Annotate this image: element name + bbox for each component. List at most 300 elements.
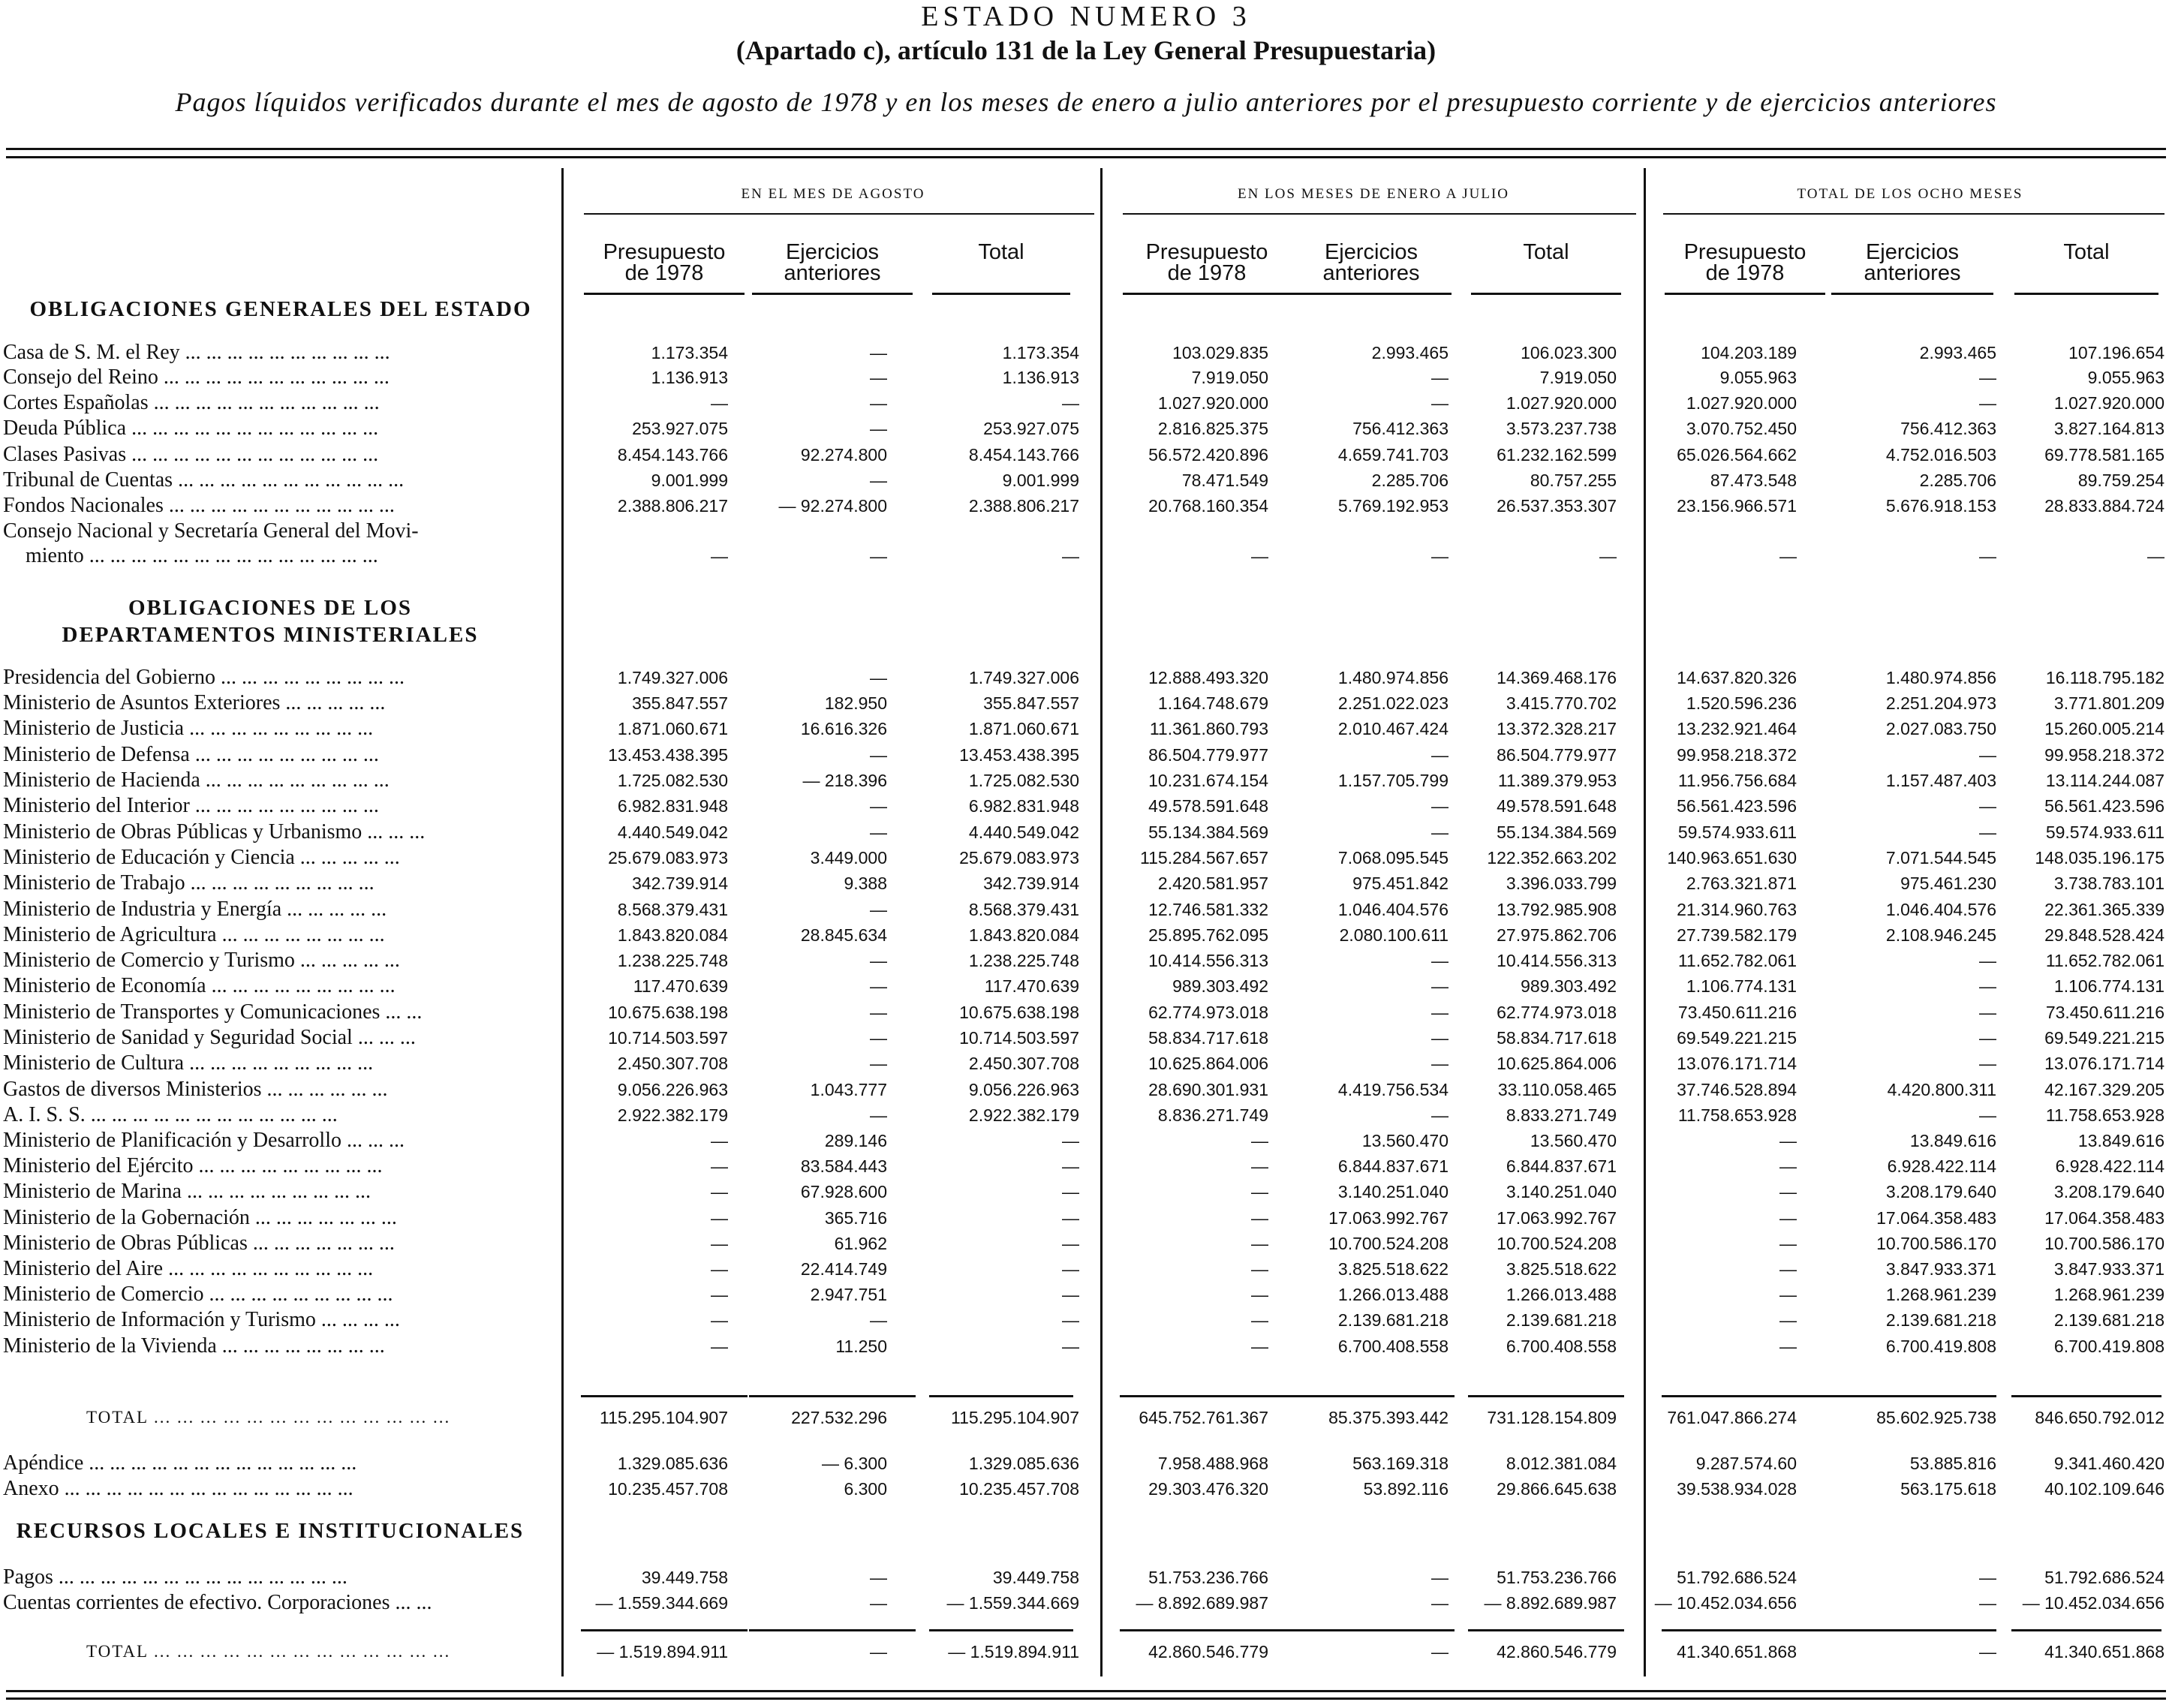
row-label: Pagos ... ... ... ... ... ... ... ... ... ... ... ... ... ... <box>3 1565 347 1589</box>
row-value: 85.602.925.738 <box>1876 1408 1996 1427</box>
table-row <box>0 1406 2172 1430</box>
row-value: 8.836.271.749 <box>1157 1105 1268 1125</box>
column-header <box>2008 242 2164 263</box>
row-value: 1.027.920.000 <box>1157 393 1268 413</box>
column-header-rule <box>1665 293 1825 295</box>
row-value: 13.114.244.087 <box>2045 771 2164 790</box>
row-value: 182.950 <box>824 693 887 713</box>
row-value: — <box>1779 1208 1797 1228</box>
row-value: 13.076.171.714 <box>1677 1054 1797 1073</box>
row-value: — <box>711 1285 728 1304</box>
row-label: Ministerio de Cultura ... ... ... ... ... ... ... ... ... <box>3 1051 374 1075</box>
row-value: 69.549.221.215 <box>2044 1028 2164 1048</box>
row-value: 731.128.154.809 <box>1487 1408 1617 1427</box>
row-value: 989.303.492 <box>1521 976 1617 996</box>
row-value: 9.388 <box>844 874 887 893</box>
row-value: 11.652.782.061 <box>1677 951 1797 970</box>
row-value: 55.134.384.569 <box>1148 822 1268 842</box>
table-row <box>0 1051 2172 1075</box>
row-value: — 1.559.344.669 <box>946 1593 1079 1613</box>
row-value: 17.064.358.483 <box>2044 1208 2164 1228</box>
row-value: — <box>1431 822 1449 842</box>
row-value: 2.763.321.871 <box>1686 874 1797 893</box>
row-value: — <box>870 1568 887 1587</box>
table-row <box>0 1000 2172 1024</box>
row-value: — <box>1062 1234 1079 1253</box>
row-label: Apéndice ... ... ... ... ... ... ... ... ... ... ... ... ... <box>3 1451 357 1475</box>
row-value: 1.106.774.131 <box>2053 976 2164 996</box>
row-value: 4.659.741.703 <box>1337 445 1449 465</box>
row-label: Ministerio de Trabajo ... ... ... ... ... ... ... ... ... <box>3 871 375 895</box>
row-label: TOTAL ... ... ... ... ... ... ... ... ... ... ... ... ... <box>86 1408 451 1427</box>
column-header-rule <box>932 293 1070 295</box>
row-value: 51.753.236.766 <box>1148 1568 1268 1587</box>
row-value: — <box>1062 1310 1079 1330</box>
row-value: — <box>870 1593 887 1613</box>
row-value: 1.043.777 <box>810 1080 887 1099</box>
row-value: — <box>1779 1310 1797 1330</box>
row-value: — <box>1599 546 1617 566</box>
row-value: 1.725.082.530 <box>968 771 1079 790</box>
row-value: 22.414.749 <box>800 1259 887 1279</box>
row-value: 3.415.770.702 <box>1506 693 1617 713</box>
table-row <box>0 519 2172 543</box>
total-rule <box>929 1629 1073 1631</box>
row-value: 28.833.884.724 <box>2044 496 2164 516</box>
row-value: 7.068.095.545 <box>1337 848 1449 868</box>
row-value: 39.538.934.028 <box>1677 1479 1797 1499</box>
total-rule <box>749 1629 916 1631</box>
table-row <box>0 1640 2172 1664</box>
row-label: Tribunal de Cuentas ... ... ... ... ... ... ... ... ... ... ... <box>3 468 405 492</box>
row-value: — <box>870 1028 887 1048</box>
row-value: — <box>1979 1105 1996 1125</box>
row-value: 8.012.381.084 <box>1506 1454 1617 1473</box>
row-value: 3.396.033.799 <box>1506 874 1617 893</box>
row-value: 80.757.255 <box>1530 471 1617 490</box>
row-value: 9.341.460.420 <box>2053 1454 2164 1473</box>
row-value: 2.922.382.179 <box>968 1105 1079 1125</box>
row-value: 3.847.933.371 <box>2053 1259 2164 1279</box>
row-value: 10.675.638.198 <box>608 1003 728 1022</box>
row-value: 2.251.204.973 <box>1885 693 1996 713</box>
row-value: 10.700.524.208 <box>1328 1234 1449 1253</box>
total-rule <box>2011 1629 2161 1631</box>
table-row <box>0 1591 2172 1615</box>
row-value: 51.753.236.766 <box>1497 1568 1617 1587</box>
row-label: Presidencia del Gobierno ... ... ... ... ... ... ... ... ... <box>3 666 405 689</box>
group-header-agosto: EN EL MES DE AGOSTO <box>741 186 925 202</box>
row-value: 103.029.835 <box>1172 343 1268 362</box>
row-value: 28.690.301.931 <box>1148 1080 1268 1099</box>
row-value: — <box>1979 1003 1996 1022</box>
table-row <box>0 365 2172 389</box>
total-rule <box>581 1395 748 1397</box>
row-value: — <box>1779 1156 1797 1176</box>
row-value: 1.871.060.671 <box>617 719 728 738</box>
column-header <box>926 242 1076 263</box>
row-label: Consejo del Reino ... ... ... ... ... ... ... ... ... ... ... <box>3 365 390 389</box>
row-label: Ministerio de Marina ... ... ... ... ... ... ... ... ... <box>3 1180 371 1203</box>
row-value: 1.843.820.084 <box>968 925 1079 945</box>
total-rule <box>1662 1395 1828 1397</box>
table-row <box>0 1308 2172 1332</box>
total-rule <box>2011 1395 2161 1397</box>
row-value: 7.071.544.545 <box>1885 848 1996 868</box>
row-value: 39.449.758 <box>641 1568 728 1587</box>
column-header-rule <box>2014 293 2158 295</box>
row-value: 8.454.143.766 <box>617 445 728 465</box>
row-value: — <box>870 393 887 413</box>
row-value: 13.372.328.217 <box>1497 719 1617 738</box>
row-value: — <box>1779 1337 1797 1356</box>
row-value: 10.231.674.154 <box>1148 771 1268 790</box>
row-value: — <box>870 1003 887 1022</box>
row-value: 10.414.556.313 <box>1148 951 1268 970</box>
row-value: 7.919.050 <box>1191 368 1268 387</box>
row-value: 756.412.363 <box>1900 419 1996 438</box>
row-value: 9.287.574.60 <box>1695 1454 1797 1473</box>
row-value: 1.749.327.006 <box>617 668 728 687</box>
row-value: 761.047.866.274 <box>1667 1408 1797 1427</box>
row-value: 9.001.999 <box>1002 471 1079 490</box>
row-value: 55.134.384.569 <box>1497 822 1617 842</box>
row-value: — <box>1431 951 1449 970</box>
row-value: — <box>1979 1642 1996 1661</box>
column-header-line1: Ejercicios <box>1865 240 1960 264</box>
row-value: 756.412.363 <box>1352 419 1449 438</box>
column-header-line1: Total <box>1523 240 1569 264</box>
row-value: — <box>1431 745 1449 765</box>
row-value: — <box>1431 1054 1449 1073</box>
total-rule <box>1120 1629 1294 1631</box>
row-value: — <box>1979 1568 1996 1587</box>
row-value: 25.679.083.973 <box>959 848 1079 868</box>
row-value: 289.146 <box>824 1131 887 1150</box>
total-rule <box>1468 1395 1624 1397</box>
table-row <box>0 341 2172 365</box>
row-value: 8.833.271.749 <box>1506 1105 1617 1125</box>
row-value: — <box>1062 393 1079 413</box>
row-value: 86.504.779.977 <box>1497 745 1617 765</box>
total-rule <box>749 1395 916 1397</box>
row-value: 2.922.382.179 <box>617 1105 728 1125</box>
row-value: 10.235.457.708 <box>959 1479 1079 1499</box>
row-value: 2.388.806.217 <box>617 496 728 516</box>
row-value: 989.303.492 <box>1172 976 1268 996</box>
row-value: 67.928.600 <box>800 1182 887 1201</box>
row-value: 6.700.419.808 <box>1885 1337 1996 1356</box>
row-value: — <box>1979 822 1996 842</box>
row-value: 1.268.961.239 <box>2053 1285 2164 1304</box>
table-row <box>0 1026 2172 1050</box>
row-value: — <box>1062 1285 1079 1304</box>
row-value: 1.157.487.403 <box>1885 771 1996 790</box>
row-value: 4.440.549.042 <box>968 822 1079 842</box>
row-value: — <box>1251 1234 1268 1253</box>
row-value: 2.108.946.245 <box>1885 925 1996 945</box>
row-value: 2.450.307.708 <box>968 1054 1079 1073</box>
row-label: Ministerio de Comercio ... ... ... ... ... ... ... ... ... <box>3 1283 393 1306</box>
row-value: 11.361.860.793 <box>1149 719 1268 738</box>
row-value: 42.860.546.779 <box>1148 1642 1268 1661</box>
row-value: 1.157.705.799 <box>1337 771 1449 790</box>
row-value: — <box>1431 1593 1449 1613</box>
row-value: — <box>1979 546 1996 566</box>
table-row <box>0 820 2172 844</box>
row-value: 2.251.022.023 <box>1337 693 1449 713</box>
row-value: — <box>870 546 887 566</box>
table-row <box>0 1257 2172 1281</box>
row-value: 56.561.423.596 <box>1677 796 1797 816</box>
column-header-line2: anteriores <box>784 261 881 285</box>
row-value: 7.958.488.968 <box>1157 1454 1268 1473</box>
group-rule-3 <box>1663 213 2164 215</box>
column-header-rule <box>584 293 745 295</box>
total-rule <box>1662 1629 1828 1631</box>
row-value: — <box>870 822 887 842</box>
row-value: 6.844.837.671 <box>1506 1156 1617 1176</box>
row-value: — <box>1431 546 1449 566</box>
row-value: 2.816.825.375 <box>1157 419 1268 438</box>
row-value: 2.450.307.708 <box>617 1054 728 1073</box>
row-value: 2.139.681.218 <box>1506 1310 1617 1330</box>
row-value: 8.568.379.431 <box>617 900 728 919</box>
row-value: 1.027.920.000 <box>1506 393 1617 413</box>
row-value: — 1.519.894.911 <box>948 1642 1079 1661</box>
row-value: — <box>1431 1028 1449 1048</box>
row-value: 21.314.960.763 <box>1677 900 1797 919</box>
row-value: 975.451.842 <box>1352 874 1449 893</box>
table-row <box>0 1078 2172 1102</box>
row-value: — <box>1979 976 1996 996</box>
row-value: 3.573.237.738 <box>1506 419 1617 438</box>
row-value: 20.768.160.354 <box>1148 496 1268 516</box>
row-value: 6.982.831.948 <box>617 796 728 816</box>
table-row <box>0 871 2172 895</box>
column-header-rule <box>1831 293 1993 295</box>
table-row <box>0 717 2172 741</box>
row-value: 17.063.992.767 <box>1497 1208 1617 1228</box>
row-value: 49.578.591.648 <box>1148 796 1268 816</box>
row-value: 2.285.706 <box>1371 471 1449 490</box>
row-label: Gastos de diversos Ministerios ... ... ... ... ... ... <box>3 1078 388 1101</box>
row-value: 12.746.581.332 <box>1148 900 1268 919</box>
row-value: 1.266.013.488 <box>1337 1285 1449 1304</box>
row-value: — <box>1431 368 1449 387</box>
row-value: 6.928.422.114 <box>2055 1156 2164 1176</box>
row-value: 2.993.465 <box>1371 343 1449 362</box>
row-value: 28.845.634 <box>800 925 887 945</box>
row-label: Ministerio de Planificación y Desarrollo ... ... ... <box>3 1129 405 1152</box>
table-row <box>0 691 2172 715</box>
row-value: 140.963.651.630 <box>1667 848 1797 868</box>
row-value: 39.449.758 <box>992 1568 1079 1587</box>
row-value: 3.847.933.371 <box>1885 1259 1996 1279</box>
row-value: 3.140.251.040 <box>1506 1182 1617 1201</box>
row-value: — <box>870 419 887 438</box>
row-label: Ministerio de Economía ... ... ... ... ... ... ... ... ... <box>3 974 396 997</box>
row-value: 33.110.058.465 <box>1497 1080 1617 1099</box>
row-value: 253.927.075 <box>983 419 1079 438</box>
row-value: 107.196.654 <box>2068 343 2164 362</box>
row-value: 10.700.586.170 <box>2044 1234 2164 1253</box>
row-label: Ministerio de Información y Turismo ... ... ... ... <box>3 1308 400 1331</box>
table-row <box>0 468 2172 492</box>
row-value: 1.520.596.236 <box>1686 693 1797 713</box>
row-value: — <box>1062 1156 1079 1176</box>
table-row <box>0 1477 2172 1501</box>
row-value: 42.167.329.205 <box>2044 1080 2164 1099</box>
row-value: 2.993.465 <box>1919 343 1996 362</box>
row-value: 25.679.083.973 <box>608 848 728 868</box>
table-row <box>0 494 2172 518</box>
column-header <box>1465 242 1627 263</box>
row-value: 6.844.837.671 <box>1337 1156 1449 1176</box>
column-header-rule <box>752 293 913 295</box>
row-value: 49.578.591.648 <box>1497 796 1617 816</box>
row-value: 42.860.546.779 <box>1497 1642 1617 1661</box>
row-label: Cortes Españolas ... ... ... ... ... ... ... ... ... ... ... <box>3 391 380 414</box>
row-value: 27.739.582.179 <box>1677 925 1797 945</box>
row-value: — <box>1979 1054 1996 1073</box>
row-value: 16.616.326 <box>800 719 887 738</box>
top-rule-2 <box>6 156 2166 158</box>
row-value: 148.035.196.175 <box>2035 848 2164 868</box>
row-value: — <box>1779 1234 1797 1253</box>
row-value: — <box>1062 1259 1079 1279</box>
row-value: — <box>2147 546 2164 566</box>
row-value: 3.208.179.640 <box>1885 1182 1996 1201</box>
row-value: 1.871.060.671 <box>968 719 1079 738</box>
row-value: 115.284.567.657 <box>1140 848 1268 868</box>
row-value: 4.752.016.503 <box>1885 445 1996 465</box>
row-value: — <box>1251 1259 1268 1279</box>
row-value: — 218.396 <box>802 771 887 790</box>
row-value: — 6.300 <box>822 1454 887 1473</box>
section-obligaciones-generales: OBLIGACIONES GENERALES DEL ESTADO <box>29 297 532 321</box>
total-rule <box>1468 1629 1624 1631</box>
row-value: 3.140.251.040 <box>1337 1182 1449 1201</box>
table-row <box>0 1565 2172 1589</box>
row-value: 342.739.914 <box>983 874 1079 893</box>
row-value: 3.825.518.622 <box>1506 1259 1617 1279</box>
row-value: 9.055.963 <box>1719 368 1797 387</box>
row-value: 13.076.171.714 <box>2044 1054 2164 1073</box>
row-value: 1.106.774.131 <box>1686 976 1797 996</box>
row-value: 2.139.681.218 <box>1337 1310 1449 1330</box>
row-label: Ministerio de Agricultura ... ... ... ... ... ... ... ... <box>3 923 385 946</box>
total-rule <box>1288 1395 1455 1397</box>
row-value: — <box>1251 1310 1268 1330</box>
row-value: 26.537.353.307 <box>1497 496 1617 516</box>
row-value: 13.560.470 <box>1530 1131 1617 1150</box>
row-value: 86.504.779.977 <box>1148 745 1268 765</box>
row-value: — <box>870 796 887 816</box>
row-label: A. I. S. S. ... ... ... ... ... ... ... ... ... ... ... ... <box>3 1103 338 1126</box>
total-rule <box>1288 1629 1455 1631</box>
table-row <box>0 794 2172 818</box>
group-header-ocho-meses: TOTAL DE LOS OCHO MESES <box>1797 186 2023 202</box>
row-value: 61.232.162.599 <box>1497 445 1617 465</box>
table-row <box>0 974 2172 998</box>
row-label: Cuentas corrientes de efectivo. Corporaciones ... ... <box>3 1591 432 1614</box>
row-value: 11.652.782.061 <box>2045 951 2164 970</box>
row-label: Ministerio de Sanidad y Seguridad Social ... ... ... <box>3 1026 416 1049</box>
row-value: 10.714.503.597 <box>608 1028 728 1048</box>
row-value: — <box>1251 546 1268 566</box>
row-value: 1.136.913 <box>651 368 728 387</box>
row-value: — <box>870 1054 887 1073</box>
row-label: TOTAL ... ... ... ... ... ... ... ... ... ... ... ... ... <box>86 1642 451 1661</box>
row-value: — <box>1431 1105 1449 1125</box>
row-value: 2.947.751 <box>810 1285 887 1304</box>
row-label: Ministerio de Asuntos Exteriores ... ... ... ... ... <box>3 691 386 714</box>
row-value: — <box>1979 951 1996 970</box>
row-value: 355.847.557 <box>983 693 1079 713</box>
row-value: 2.420.581.957 <box>1157 874 1268 893</box>
row-value: 1.238.225.748 <box>968 951 1079 970</box>
row-value: — <box>1431 796 1449 816</box>
row-value: — 8.892.689.987 <box>1136 1593 1268 1613</box>
column-header-rule <box>1471 293 1621 295</box>
table-row <box>0 846 2172 870</box>
row-value: — <box>1062 1182 1079 1201</box>
row-value: 6.300 <box>844 1479 887 1499</box>
row-value: 1.046.404.576 <box>1885 900 1996 919</box>
row-label: Ministerio de Educación y Ciencia ... ... ... ... ... <box>3 846 400 869</box>
row-value: 92.274.800 <box>800 445 887 465</box>
row-value: 89.759.254 <box>2077 471 2164 490</box>
row-value: — <box>870 368 887 387</box>
row-value: — <box>870 951 887 970</box>
column-header-line1: Presupuesto <box>1145 240 1268 264</box>
row-value: — <box>1779 1182 1797 1201</box>
row-value: 2.080.100.611 <box>1339 925 1449 945</box>
document-subtitle: (Apartado c), artículo 131 de la Ley General Presupuestaria) <box>736 35 1436 65</box>
section-departamentos-line2: DEPARTAMENTOS MINISTERIALES <box>62 623 479 647</box>
column-header <box>1825 242 1999 284</box>
row-value: 11.389.379.953 <box>1497 771 1617 790</box>
row-value: 563.169.318 <box>1352 1454 1449 1473</box>
row-value: 6.982.831.948 <box>968 796 1079 816</box>
row-value: 1.843.820.084 <box>617 925 728 945</box>
row-value: — <box>711 546 728 566</box>
table-row <box>0 1180 2172 1204</box>
bottom-rule-1 <box>6 1690 2166 1692</box>
group-rule-2 <box>1123 213 1636 215</box>
row-value: 13.849.616 <box>1909 1131 1996 1150</box>
row-value: 58.834.717.618 <box>1497 1028 1617 1048</box>
row-value: 56.572.420.896 <box>1148 445 1268 465</box>
row-value: — <box>870 900 887 919</box>
row-value: 1.268.961.239 <box>1885 1285 1996 1304</box>
row-value: — <box>1431 1568 1449 1587</box>
row-value: — <box>711 1131 728 1150</box>
row-value: 4.420.800.311 <box>1887 1080 1996 1099</box>
row-value: 1.046.404.576 <box>1337 900 1449 919</box>
row-value: — <box>1979 393 1996 413</box>
row-label: Ministerio de Transportes y Comunicaciones ... ... <box>3 1000 423 1024</box>
total-rule <box>1828 1629 1996 1631</box>
column-header-line1: Presupuesto <box>1683 240 1806 264</box>
row-value: — <box>1251 1337 1268 1356</box>
row-value: 53.892.116 <box>1363 1479 1449 1499</box>
row-label: Ministerio de la Gobernación ... ... ... ... ... ... ... <box>3 1206 397 1229</box>
row-value: 3.070.752.450 <box>1686 419 1797 438</box>
row-value: 29.848.528.424 <box>2044 925 2164 945</box>
row-value: 83.584.443 <box>800 1156 887 1176</box>
